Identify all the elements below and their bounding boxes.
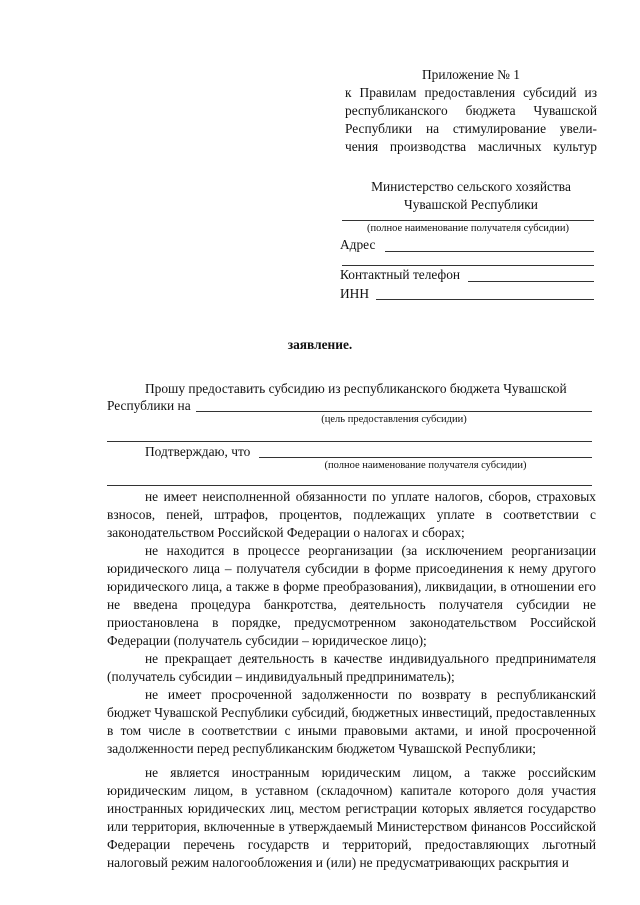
confirm-prefix: Подтверждаю, что <box>145 444 251 459</box>
ministry-line: Чувашской Республики <box>404 197 538 212</box>
recipient-name-field[interactable] <box>342 220 594 221</box>
request-line: Прошу предоставить субсидию из республиканского бюджета Чувашской <box>145 381 567 396</box>
confirm-name-field[interactable] <box>259 457 592 458</box>
annex-line: республиканского бюджета Чувашской <box>345 103 597 118</box>
ministry-line: Министерство сельского хозяйства <box>371 179 571 194</box>
annex-line: Республики на стимулирование увели- <box>345 121 597 136</box>
annex-line: чения производства масличных культур <box>345 139 597 154</box>
addressee-ministry <box>345 178 597 214</box>
confirm-name-field-line2[interactable] <box>107 485 592 486</box>
address-label: Адрес <box>340 237 376 252</box>
request-prefix: Республики на <box>107 398 191 413</box>
purpose-field[interactable] <box>196 411 592 412</box>
annex-header <box>345 66 597 156</box>
conditions-list <box>107 488 596 872</box>
address-field[interactable] <box>385 251 594 252</box>
inn-field[interactable] <box>376 299 594 300</box>
condition-item: не находится в процессе реорганизации (за исключением реорганизации юридического лица – получателя субсидии в форме присоединения к нему другого юридического лица, а также в форме преобразования), ликвидации, в отношении его не введена процедура банкротства, деятельность получателя субсидии не приостановлена в порядке, предусмотренном законодательством Российской Федерации (получатель субсидии – юридическое лицо); <box>107 543 596 648</box>
annex-line: к Правилам предоставления субсидий из <box>345 85 597 100</box>
document-title: заявление. <box>287 337 353 352</box>
annex-title: Приложение № 1 <box>421 67 521 82</box>
inn-label: ИНН <box>340 286 370 301</box>
condition-item: не прекращает деятельность в качестве индивидуального предпринимателя (получатель субсидии – индивидуальный предприниматель); <box>107 651 596 684</box>
purpose-field-line2[interactable] <box>107 441 592 442</box>
condition-item: не имеет неисполненной обязанности по уплате налогов, сборов, страховых взносов, пеней, штрафов, процентов, подлежащих уплате в соответствии с законодательством Российской Федерации о налогах и сборах; <box>107 489 596 540</box>
recipient-name-caption: (полное наименование получателя субсидии) <box>367 223 569 234</box>
purpose-caption: (цель предоставления субсидии) <box>321 414 467 425</box>
condition-item: не имеет просроченной задолженности по возврату в республиканский бюджет Чувашской Республики субсидий, бюджетных инвестиций, предоставленных в том числе в соответствии с иными правовыми актами, и иной просроченной задолженности перед республиканским бюджетом Чувашской Республики; <box>107 687 596 756</box>
confirm-caption: (полное наименование получателя субсидии) <box>324 460 527 471</box>
phone-field[interactable] <box>468 281 594 282</box>
phone-label: Контактный телефон <box>340 267 461 282</box>
condition-item: не является иностранным юридическим лицом, а также российским юридическим лицом, в уставном (складочном) капитале которого доля участия иностранных юридических лиц, местом регистрации которых является государство или территория, включенные в утверждаемый Министерством финансов Российской Федерации перечень государств и территорий, предоставляющих льготный налоговый режим налогообложения и (или) не предусматривающих раскрытия и <box>107 765 596 870</box>
